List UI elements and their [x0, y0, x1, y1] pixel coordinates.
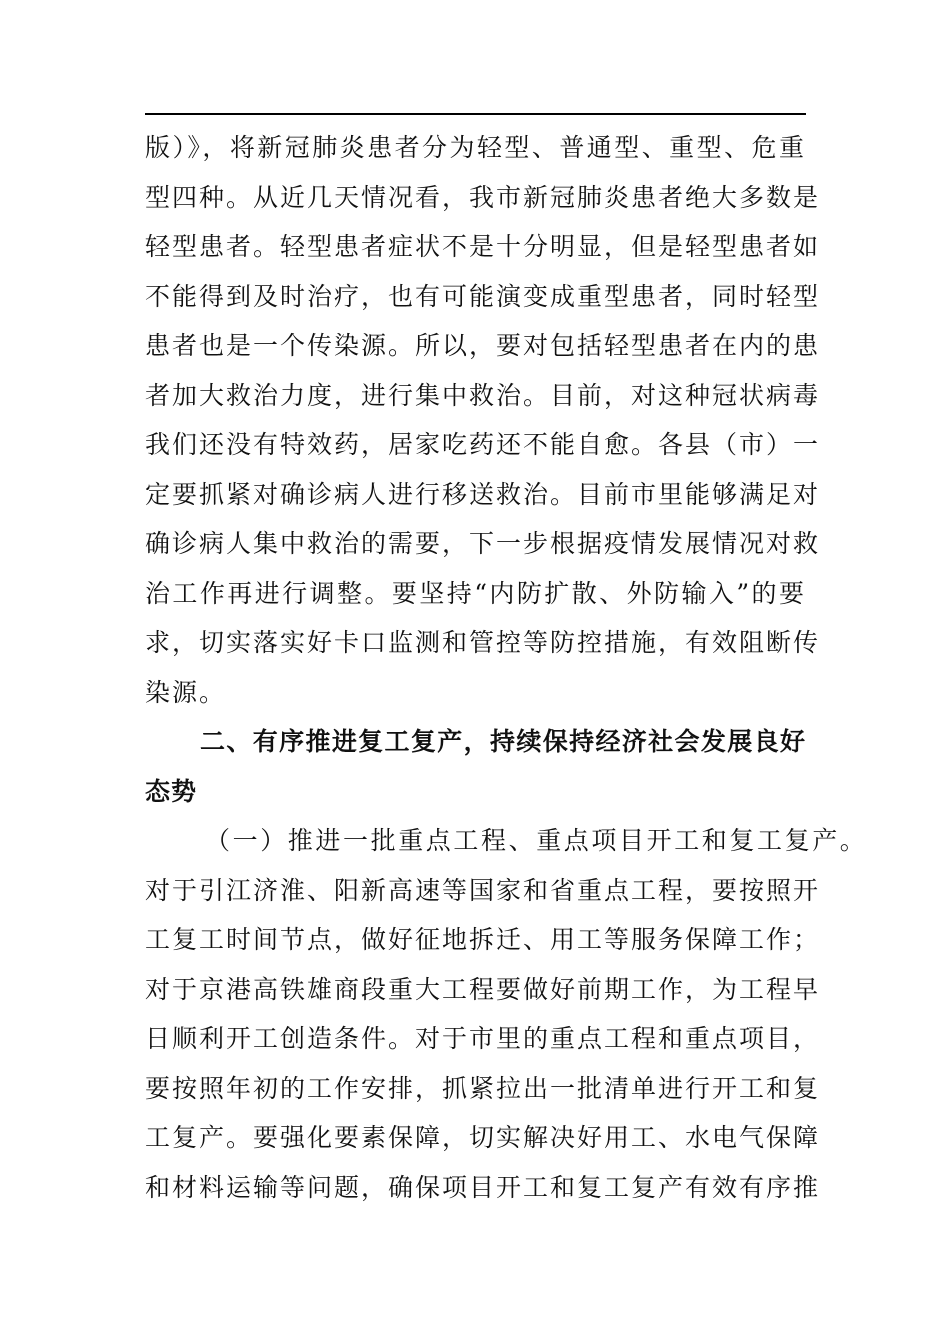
text-line: 日顺利开工创造条件。对于市里的重点工程和重点项目， — [145, 1024, 821, 1053]
text-line: 和材料运输等问题，确保项目开工和复工复产有效有序推 — [145, 1172, 821, 1202]
text-line: 者加大救治力度，进行集中救治。目前，对这种冠状病毒 — [145, 380, 821, 410]
text-line: 要按照年初的工作安排，抓紧拉出一批清单进行开工和复 — [145, 1073, 821, 1103]
text-line: 工复工时间节点，做好征地拆迁、用工等服务保障工作； — [145, 925, 821, 954]
text-line: 版）》，将新冠肺炎患者分为轻型、普通型、重型、危重 — [145, 133, 806, 162]
document-body — [145, 123, 868, 1212]
paragraph-key-projects — [145, 816, 868, 1212]
text-line: 轻型患者。轻型患者症状不是十分明显，但是轻型患者如 — [145, 232, 821, 261]
text-line: 染源。 — [145, 677, 227, 707]
text-line: 对于引江济淮、阳新高速等国家和省重点工程，要按照开 — [145, 875, 821, 905]
heading-line: 二、有序推进复工复产，持续保持经济社会发展良好 — [200, 727, 806, 756]
text-line: 确诊病人集中救治的需要，下一步根据疫情发展情况对救 — [145, 529, 821, 558]
text-line: 对于京港高铁雄商段重大工程要做好前期工作，为工程早 — [145, 974, 821, 1004]
text-line: 求，切实落实好卡口监测和管控等防控措施，有效阻断传 — [145, 628, 821, 657]
text-line: 我们还没有特效药，居家吃药还不能自愈。各县（市）一 — [145, 430, 821, 459]
text-line: 定要抓紧对确诊病人进行移送救治。目前市里能够满足对 — [145, 479, 821, 509]
text-line: 治工作再进行调整。要坚持“内防扩散、外防输入”的要 — [145, 578, 806, 608]
text-line: 患者也是一个传染源。所以，要对包括轻型患者在内的患 — [145, 331, 821, 360]
header-rule — [145, 113, 806, 115]
section-heading — [145, 717, 806, 816]
heading-line: 态势 — [145, 776, 198, 806]
subheading-line: （一）推进一批重点工程、重点项目开工和复工复产。 — [205, 826, 868, 855]
text-line: 不能得到及时治疗，也有可能演变成重型患者，同时轻型 — [145, 281, 821, 311]
text-line: 工复产。要强化要素保障，切实解决好用工、水电气保障 — [145, 1123, 821, 1152]
paragraph-containment-measures — [145, 123, 821, 717]
text-line: 型四种。从近几天情况看，我市新冠肺炎患者绝大多数是 — [145, 182, 821, 212]
